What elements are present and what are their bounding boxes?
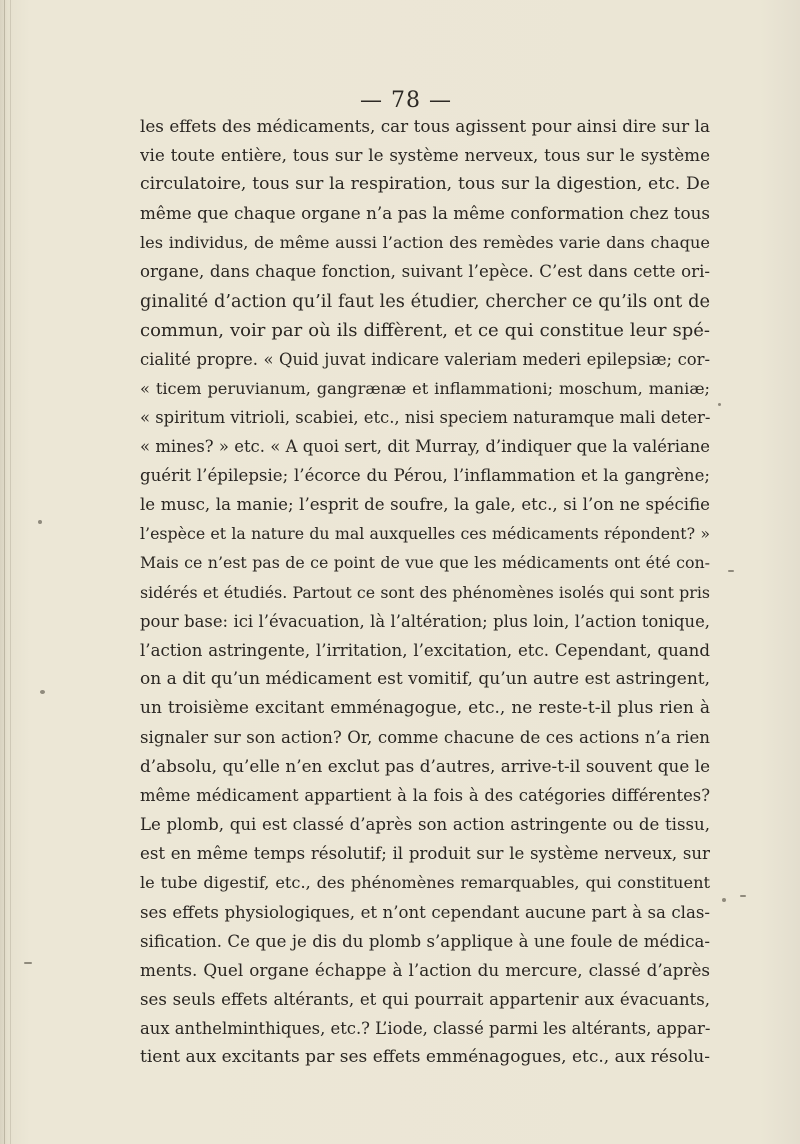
text-line: vie toute entière, tous sur le système nerveux, tous sur le système (140, 145, 710, 166)
paper-speck (722, 898, 726, 902)
text-line: le musc, la manie; l’esprit de soufre, la gale, etc., si l’on ne spécifie (140, 495, 710, 515)
body-text (140, 112, 710, 1072)
text-line: signaler sur son action? Or, comme chacune de ces actions n’a rien (140, 727, 710, 747)
gutter-line (10, 0, 11, 1144)
text-line: « spiritum vitrioli, scabiei, etc., nisi speciem naturamque mali deter- (140, 407, 710, 427)
text-line: le tube digestif, etc., des phénomènes remarquables, qui constituent (140, 873, 710, 893)
text-line: ses effets physiologiques, et n’ont cependant aucune part à sa clas- (140, 902, 710, 922)
text-line: tient aux excitants par ses effets emménagogues, etc., aux résolu- (140, 1047, 710, 1067)
paper-speck (728, 570, 734, 572)
text-line: un troisième excitant emménagogue, etc., ne reste-t-il plus rien à (140, 697, 710, 718)
text-line: pour base: ici l’évacuation, là l’altération; plus loin, l’action tonique, (140, 611, 710, 631)
text-line: l’espèce et la nature du mal auxquelles ces médicaments répondent? » (140, 524, 710, 544)
paper-speck (24, 962, 32, 964)
text-line: ses seuls effets altérants, et qui pourrait appartenir aux évacuants, (140, 989, 710, 1009)
text-line: guérit l’épilepsie; l’écorce du Pérou, l’inflammation et la gangrène; (140, 466, 710, 486)
text-line: l’action astringente, l’irritation, l’excitation, etc. Cependant, quand (140, 640, 710, 660)
text-line: sification. Ce que je dis du plomb s’applique à une foule de médica- (140, 931, 710, 951)
paper-speck (740, 895, 746, 897)
text-line: les individus, de même aussi l’action des remèdes varie dans chaque (140, 233, 710, 253)
text-line: on a dit qu’un médicament est vomitif, qu’un autre est astringent, (140, 668, 710, 689)
paper-speck (40, 690, 45, 694)
text-line: commun, voir par où ils diffèrent, et ce qui constitue leur spé- (140, 319, 710, 341)
text-line: cialité propre. « Quid juvat indicare valeriam mederi epilepsiæ; cor- (140, 349, 710, 369)
text-line: sidérés et étudiés. Partout ce sont des phénomènes isolés qui sont pris (140, 582, 710, 602)
text-line: circulatoire, tous sur la respiration, tous sur la digestion, etc. De (140, 174, 710, 195)
text-line: organe, dans chaque fonction, suivant l’epèce. C’est dans cette ori- (140, 262, 710, 282)
text-line: Le plomb, qui est classé d’après son action astringente ou de tissu, (140, 815, 710, 835)
text-line: ginalité d’action qu’il faut les étudier, chercher ce qu’ils ont de (140, 290, 710, 312)
text-line: aux anthelminthiques, etc.? L’iode, classé parmi les altérants, appar- (140, 1018, 710, 1038)
paper-speck (718, 403, 721, 406)
text-line: d’absolu, qu’elle n’en exclut pas d’autres, arrive-t-il souvent que le (140, 756, 710, 777)
text-line: même médicament appartient à la fois à des catégories différentes? (140, 786, 710, 806)
text-line: les effets des médicaments, car tous agissent pour ainsi dire sur la (140, 116, 710, 136)
text-line: même que chaque organe n’a pas la même conformation chez tous (140, 203, 710, 224)
paper-speck (38, 520, 42, 524)
text-line: « mines? » etc. « A quoi sert, dit Murray, d’indiquer que la valériane (140, 437, 710, 457)
text-line: ments. Quel organe échappe à l’action du mercure, classé d’après (140, 959, 710, 980)
text-line: Mais ce n’est pas de ce point de vue que les médicaments ont été con- (140, 553, 710, 573)
text-line: est en même temps résolutif; il produit sur le système nerveux, sur (140, 844, 710, 864)
gutter-line (4, 0, 5, 1144)
text-line: « ticem peruvianum, gangrænæ et inflammationi; moschum, maniæ; (140, 378, 710, 398)
page-number: — 78 — (360, 88, 452, 113)
